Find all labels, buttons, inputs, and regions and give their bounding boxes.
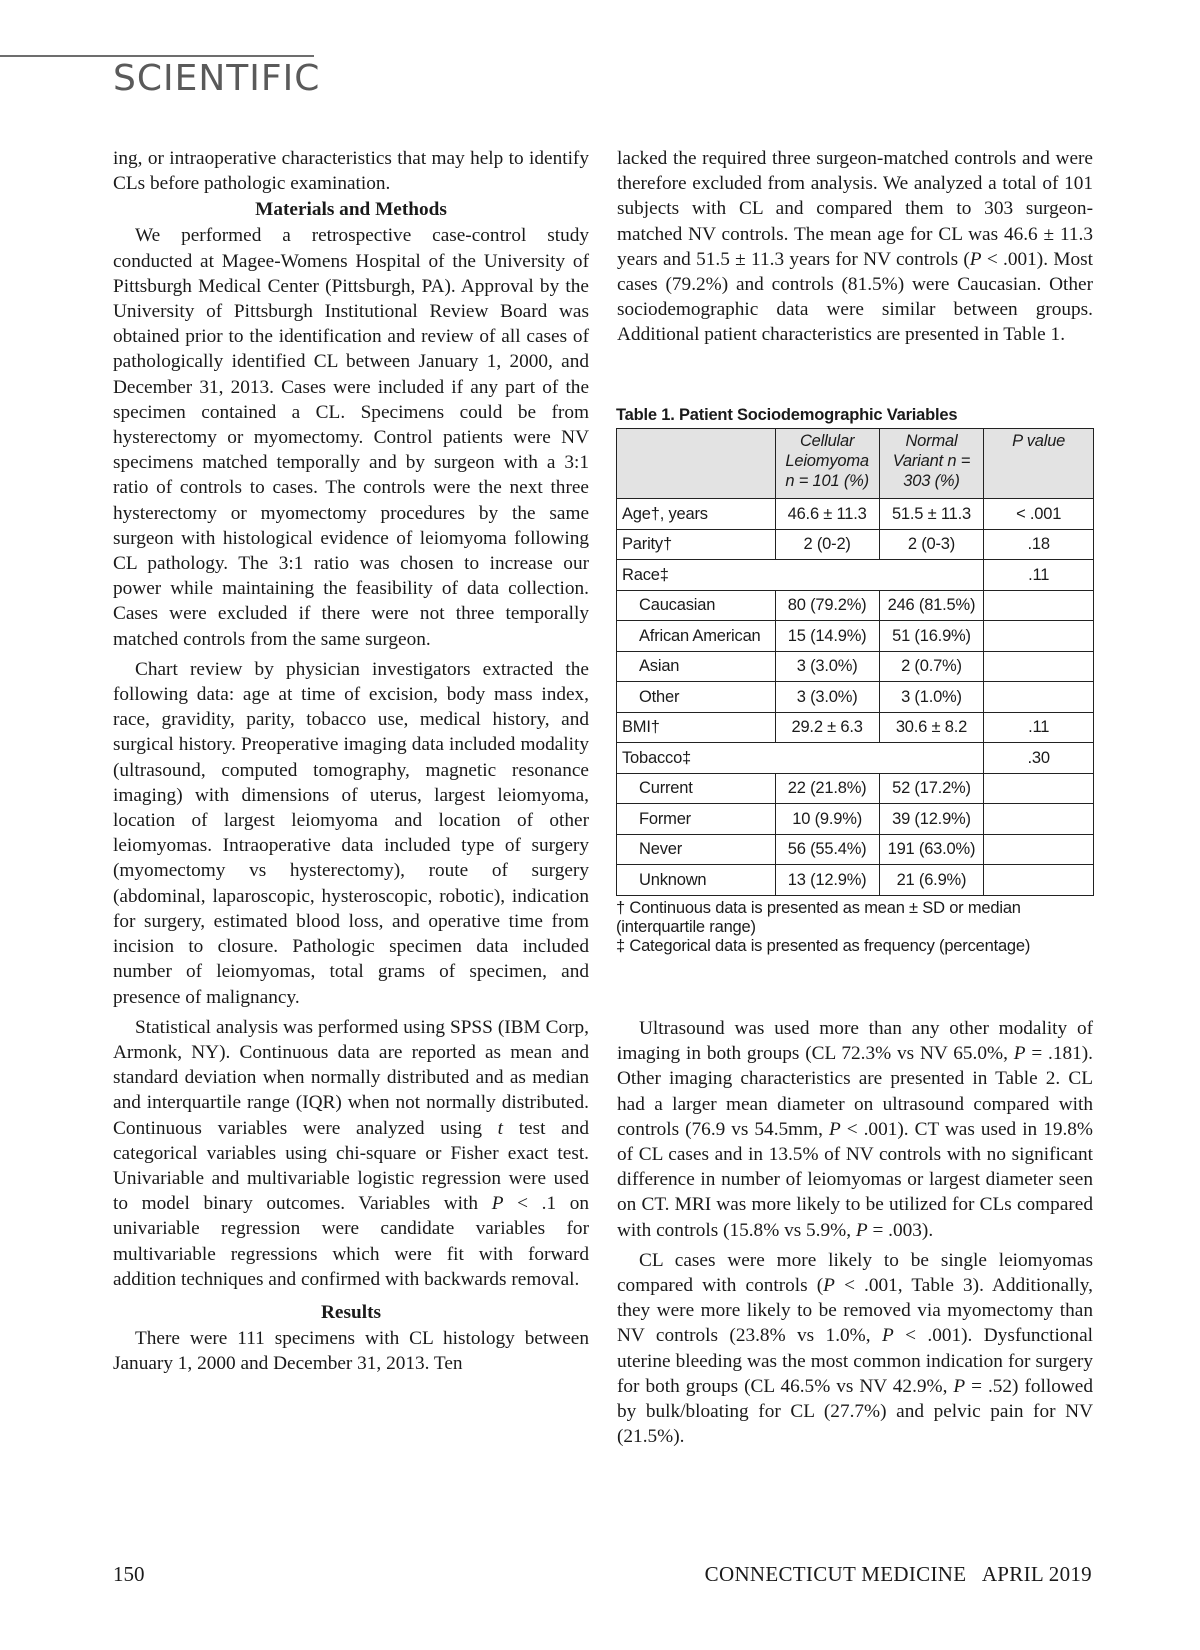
table-cell: 191 (63.0%)	[879, 834, 984, 865]
right-column-lower	[617, 1016, 1093, 1449]
table-row	[617, 682, 1094, 713]
header-p-value: P value	[984, 429, 1094, 499]
methods-paragraph-1: We performed a retrospective case-control study conducted at Magee-Womens Hospital of the University of Pittsburgh Medical Center (Pittsburgh, PA). Approval by the University of Pittsburgh Institutional Review Board was obtained prior to the identification and review of all cases of pathologically identified CL between January 1, 2000, and December 31, 2013. Cases were included if any part of the specimen contained a CL. Specimens could be from hysterectomy or myomectomy. Control patients were NV specimens matched temporally and by surgeon with a 3:1 ratio of controls to cases. The controls were the next three hysterectomy or myomectomy procedures by the same surgeon with histological evidence of leiomyoma following CL pathology. The 3:1 ratio was chosen to increase our power while maintaining the feasibility of data collection. Cases were excluded if there were not three temporally matched controls from the same surgeon.	[113, 225, 589, 650]
table-cell: Other	[617, 682, 776, 713]
table-cell: 15 (14.9%)	[775, 621, 879, 652]
table-cell: Caucasian	[617, 590, 776, 621]
table-cell: 30.6 ± 8.2	[879, 712, 984, 743]
table-cell: 46.6 ± 11.3	[775, 499, 879, 530]
table-row	[617, 590, 1094, 621]
table-caption: Table 1. Patient Sociodemographic Variables	[616, 406, 958, 424]
table-cell: Never	[617, 834, 776, 865]
table-1	[616, 404, 1096, 956]
table-row	[617, 834, 1094, 865]
table-cell: 246 (81.5%)	[879, 590, 984, 621]
header-blank	[617, 429, 776, 499]
table-cell: 29.2 ± 6.3	[775, 712, 879, 743]
methods-heading: Materials and Methods	[255, 199, 447, 221]
table-cell: 51.5 ± 11.3	[879, 499, 984, 530]
table-cell: 2 (0-2)	[775, 529, 879, 560]
table-cell	[984, 773, 1094, 804]
table-cell: 21 (6.9%)	[879, 865, 984, 896]
results-paragraph-2: Ultrasound was used more than any other modality of imaging in both groups (CL 72.3% vs NV 65.0%, P = .181). Other imaging characteristics are presented in Table 2. CL had a larger mean diameter on ultrasound compared with controls (76.9 vs 54.5mm, P < .001). CT was used in 19.8% of CL cases and in 13.5% of NV controls with no significant difference in number of leiomyomas or largest diameter seen on CT. MRI was more likely to be utilized for CLs compared with controls (15.8% vs 5.9%, P = .003).	[617, 1018, 1093, 1241]
table-cell: 56 (55.4%)	[775, 834, 879, 865]
table-row	[617, 499, 1094, 530]
table-row	[617, 743, 1094, 774]
table-cell	[984, 865, 1094, 896]
journal-footer: CONNECTICUT MEDICINE APRIL 2019	[704, 1562, 1092, 1586]
table-cell: Current	[617, 773, 776, 804]
table-cell	[984, 621, 1094, 652]
table-cell: Tobacco‡	[617, 743, 984, 774]
header-normal-variant: Normal Variant n = 303 (%)	[879, 429, 984, 499]
table-cell	[984, 590, 1094, 621]
table-row	[617, 804, 1094, 835]
table-row	[617, 560, 1094, 591]
table-cell: Age†, years	[617, 499, 776, 530]
table-cell: Asian	[617, 651, 776, 682]
table-cell: Race‡	[617, 560, 984, 591]
table-cell: 51 (16.9%)	[879, 621, 984, 652]
table-cell: 39 (12.9%)	[879, 804, 984, 835]
table-row	[617, 773, 1094, 804]
table-cell: BMI†	[617, 712, 776, 743]
table-footnote-categorical: ‡ Categorical data is presented as frequency (percentage)	[616, 936, 1031, 955]
intro-paragraph: ing, or intraoperative characteristics that may help to identify CLs before pathologic examination.	[113, 148, 589, 195]
results-paragraph-1: There were 111 specimens with CL histology between January 1, 2000 and December 31, 2013. Ten	[113, 1327, 589, 1375]
table-cell	[984, 834, 1094, 865]
table-cell: 3 (1.0%)	[879, 682, 984, 713]
table-cell	[984, 682, 1094, 713]
table-cell: 3 (3.0%)	[775, 651, 879, 682]
table-cell: 2 (0.7%)	[879, 651, 984, 682]
right-column	[617, 146, 1093, 348]
table-cell: 10 (9.9%)	[775, 804, 879, 835]
section-heading: SCIENTIFIC	[113, 58, 321, 99]
results-heading: Results	[321, 1301, 381, 1323]
table-cell: 52 (17.2%)	[879, 773, 984, 804]
sociodemographic-table	[616, 428, 1094, 896]
table-row	[617, 621, 1094, 652]
table-cell: .30	[984, 743, 1094, 774]
table-cell: African American	[617, 621, 776, 652]
table-cell: 80 (79.2%)	[775, 590, 879, 621]
table-cell: < .001	[984, 499, 1094, 530]
methods-paragraph-2: Chart review by physician investigators extracted the following data: age at time of excision, body mass index, race, gravidity, parity, tobacco use, medical history, and surgical history. Preoperative imaging data included modality (ultrasound, computed tomography, magnetic resonance imaging) with dimensions of uterus, largest leiomyoma, location of largest leiomyoma and location of other leiomyomas. Intraoperative data included type of surgery (myomectomy vs hysterectomy), route of surgery (abdominal, laparoscopic, hysteroscopic, robotic), indication for surgery, estimated blood loss, and operative time from incision to closure. Pathologic specimen data included number of leiomyomas, total grams of specimen, and presence of malignancy.	[113, 658, 589, 1008]
table-cell: .11	[984, 560, 1094, 591]
table-cell: Unknown	[617, 865, 776, 896]
table-cell: .18	[984, 529, 1094, 560]
table-cell: Parity†	[617, 529, 776, 560]
table-cell: Former	[617, 804, 776, 835]
table-cell: 13 (12.9%)	[775, 865, 879, 896]
table-cell: .11	[984, 712, 1094, 743]
table-row	[617, 651, 1094, 682]
table-row	[617, 529, 1094, 560]
table-cell: 2 (0-3)	[879, 529, 984, 560]
table-row	[617, 865, 1094, 896]
table-cell: 22 (21.8%)	[775, 773, 879, 804]
results-paragraph-1-cont: lacked the required three surgeon-matched controls and were therefore excluded from analysis. We analyzed a total of 101 subjects with CL and compared them to 303 surgeon-matched NV controls. The mean age for CL was 46.6 ± 11.3 years and 51.5 ± 11.3 years for NV controls (P < .001). Most cases (79.2%) and controls (81.5%) were Caucasian. Other sociodemographic data were similar between groups. Additional patient characteristics are presented in Table 1.	[617, 148, 1093, 346]
table-row	[617, 712, 1094, 743]
header-rule	[0, 55, 314, 57]
header-cellular-leiomyoma: Cellular Leiomyoma n = 101 (%)	[775, 429, 879, 499]
table-header-row	[617, 429, 1094, 499]
table-cell	[984, 651, 1094, 682]
table-cell: 3 (3.0%)	[775, 682, 879, 713]
table-footnote-continuous: † Continuous data is presented as mean ± SD or median (interquartile range)	[616, 898, 1021, 936]
table-cell	[984, 804, 1094, 835]
results-paragraph-3: CL cases were more likely to be single leiomyomas compared with controls (P < .001, Table 3). Additionally, they were more likely to be removed via myomectomy than NV controls (23.8% vs 1.0%, P < .001). Dysfunctional uterine bleeding was the most common indication for surgery for both groups (CL 46.5% vs NV 42.9%, P = .52) followed by bulk/bloating for CL (27.7%) and pelvic pain for NV (21.5%).	[617, 1249, 1093, 1448]
left-column	[113, 146, 589, 1376]
page-number: 150	[113, 1562, 145, 1586]
methods-paragraph-3: Statistical analysis was performed using SPSS (IBM Corp, Armonk, NY). Continuous data are reported as mean and standard deviation when normally distributed and as median and interquartile range (IQR) when not normally distributed. Continuous variables were analyzed using t test and categorical variables using chi-square or Fisher exact test. Univariable and multivariable logistic regression were used to model binary outcomes. Variables with P < .1 on univariable regression were candidate variables for multivariable regressions which were fit with forward addition techniques and confirmed with backwards removal.	[113, 1016, 590, 1290]
